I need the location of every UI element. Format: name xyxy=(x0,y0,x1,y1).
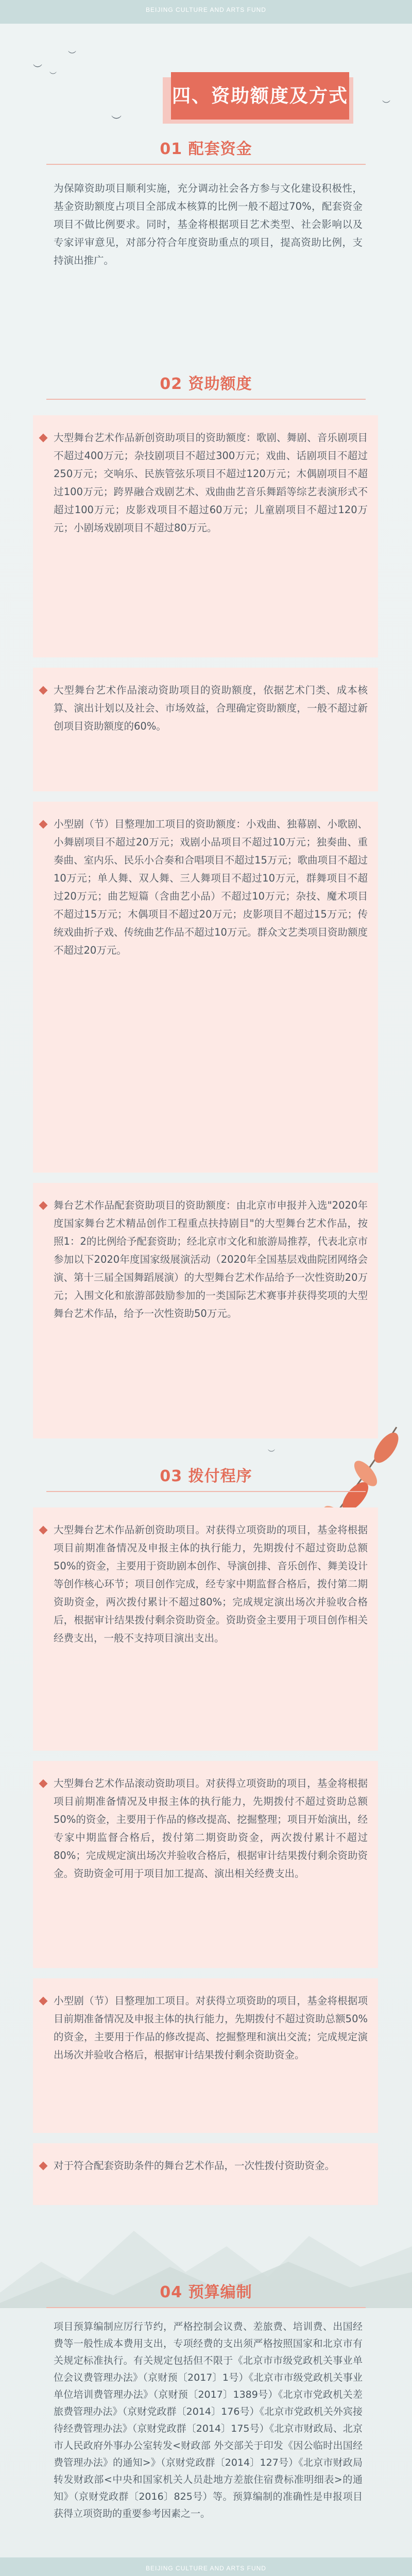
diamond-bullet-icon xyxy=(39,2162,48,2171)
list-item-text: 大型舞台艺术作品新创资助项目。对获得立项资助的项目，基金将根据项目前期准备情况及申报主体的执行能力，先期拨付不超过资助总额50%的资金，主要用于资助剧本创作、导演创排、音乐创作、舞美设计等创作核心环节；项目创作完成，经专家中期监督合格后，拨付第二期资助资金，两次拨付累计不超过80%；完成规定演出场次并验收合格后，根据审计结果拨付剩余资助资金。资助资金主要用于项目创作相关经费支出，一般不支持项目演出支出。 xyxy=(54,1524,368,1644)
list-item-text: 小型剧（节）目整理加工项目。对获得立项资助的项目，基金将根据项目前期准备情况及申报主体的执行能力，先期拨付不超过资助总额50%的资金，主要用于作品的修改提高、挖掘整理和演出交流；完成规定演出场次并验收合格后，根据审计结果拨付剩余资助资金。 xyxy=(54,1995,368,2061)
section-divider xyxy=(46,2307,366,2308)
bird-icon: ︶ xyxy=(68,50,77,60)
diamond-bullet-icon xyxy=(39,1201,48,1210)
list-item-text: 对于符合配套资助条件的舞台艺术作品，一次性拨付资助资金。 xyxy=(54,2160,335,2172)
section-text-funding-match: 为保障资助项目顺利实施，充分调动社会各方参与文化建设积极性，基金资助额度占项目全部成本核算的比例一般不超过70%，配套资金项目不做比例要求。同时，基金将根据项目艺术类型、社会影响以及专家评审意见，对部分符合年度资助重点的项目，提高资助比例，支持演出推广。 xyxy=(54,182,363,266)
diamond-bullet-icon xyxy=(39,434,48,443)
list-item-text: 小型剧（节）目整理加工项目的资助额度：小戏曲、独幕剧、小歌剧、小舞剧项目不超过20万元；戏剧小品项目不超过10万元；独奏曲、重奏曲、室内乐、民乐小合奏和合唱项目不超过15万元；歌曲项目不超过10万元；单人舞、双人舞、三人舞项目不超过10万元，群舞项目不超过20万元；曲艺短篇（含曲艺小品）不超过10万元；杂技、魔术项目不超过15万元；木偶项目不超过20万元；皮影项目不超过15万元；传统戏曲折子戏、传统曲艺作品不超过10万元。群众文艺类项目资助额度不超过20万元。 xyxy=(54,818,368,956)
header-bar xyxy=(0,0,412,24)
diamond-bullet-icon xyxy=(39,1526,48,1535)
diamond-bullet-icon xyxy=(39,1997,48,2006)
list-item-text: 大型舞台艺术作品滚动资助项目的资助额度，依据艺术门类、成本核算、演出计划以及社会、市场效益，合理确定资助额度，一般不超过新创项目资助额度的60%。 xyxy=(54,684,368,732)
diamond-bullet-icon xyxy=(39,820,48,829)
bird-icon: ︶ xyxy=(111,114,122,127)
list-item xyxy=(33,415,378,657)
header-fund-name: BEIJING CULTURE AND ARTS FUND xyxy=(146,6,266,13)
list-item-text: 大型舞台艺术作品滚动资助项目。对获得立项资助的项目，基金将根据项目前期准备情况及申报主体的执行能力，先期拨付不超过资助总额50%的资金，主要用于作品的修改提高、挖掘整理；项目开始演出，经专家中期监督合格后，拨付第二期资助资金，两次拨付累计不超过80%；完成规定演出场次并验收合格后，根据审计结果拨付剩余资助资金。资助资金可用于项目加工提高、演出相关经费支出。 xyxy=(54,1777,368,1879)
diamond-bullet-icon xyxy=(39,686,48,695)
list-item xyxy=(33,1978,378,2133)
bird-icon: ︶ xyxy=(33,64,42,75)
section-heading-budget: 04 预算编制 xyxy=(160,2283,252,2301)
list-item-text: 舞台艺术作品配套资助项目的资助额度：由北京市申报并入选"2020年度国家舞台艺术精品创作工程重点扶持剧目"的大型舞台艺术作品，按照1：2的比例给予配套资助；经北京市文化和旅游局推荐，代表北京市参加以下2020年度国家级展演活动（2020年全国基层戏曲院团网络会演、第十三届全国舞蹈展演）的大型舞台艺术作品给予一次性资助20万元；入围文化和旅游部鼓励参加的一类国际艺术赛事并获得奖项的大型舞台艺术作品，给予一次性资助50万元。 xyxy=(54,1199,368,1319)
list-item xyxy=(33,1761,378,1968)
list-item xyxy=(33,668,378,791)
list-item-text: 大型舞台艺术作品新创资助项目的资助额度：歌剧、舞剧、音乐剧项目不超过400万元；杂技剧项目不超过300万元；戏曲、话剧项目不超过250万元；交响乐、民族管弦乐项目不超过120万元；木偶剧项目不超过100万元；跨界融合戏剧艺术、戏曲曲艺音乐舞蹈等综艺表演形式不超过100万元；皮影戏项目不超过60万元；儿童剧项目不超过120万元；小剧场戏剧项目不超过80万元。 xyxy=(54,432,368,534)
list-item xyxy=(33,1183,378,1438)
section-heading-funding-amount: 02 资助额度 xyxy=(160,375,252,393)
bird-icon: ︶ xyxy=(382,99,391,109)
section-divider xyxy=(46,1491,366,1492)
bird-icon: ︶ xyxy=(268,1449,275,1458)
section-heading-funding-match: 01 配套资金 xyxy=(160,140,252,158)
diamond-bullet-icon xyxy=(39,1780,48,1788)
list-item xyxy=(33,802,378,1173)
page-title: 四、资助额度及方式 xyxy=(171,72,349,120)
footer-bar xyxy=(0,2557,412,2576)
section-text-budget: 项目预算编制应厉行节约，严格控制会议费、差旅费、培训费、出国经费等一般性成本费用支出，专项经费的支出须严格按照国家和北京市有关规定标准执行。有关规定包括但不限于《北京市市级党政机关事业单位会议费管理办法》（京财预〔2017〕1号）《北京市市级党政机关事业单位培训费管理办法》（京财预〔2017〕1389号）《北京市党政机关差旅费管理办法》（京财党政群〔2014〕176号）《北京市党政机关外宾接待经费管理办法》（京财党政群〔2014〕175号）《北京市财政局、北京市人民政府外事办公室转发<财政部 外交部关于印发《因公临时出国经费管理办法》的通知>》（京财党政群〔2014〕127号）《北京市财政局转发财政部<中央和国家机关人员赴地方差旅住宿费标准明细表>的通知》（京财党政群〔2016〕825号）等。预算编制的准确性是申报项目获得立项资助的重要参考因素之一。 xyxy=(54,2321,363,2519)
section-heading-disbursement: 03 拨付程序 xyxy=(160,1467,252,1485)
section-divider xyxy=(46,399,366,400)
list-item xyxy=(33,1507,378,1751)
footer-fund-name: BEIJING CULTURE AND ARTS FUND xyxy=(146,2565,266,2572)
bird-icon: ︶ xyxy=(49,72,57,80)
section-divider xyxy=(46,164,366,165)
